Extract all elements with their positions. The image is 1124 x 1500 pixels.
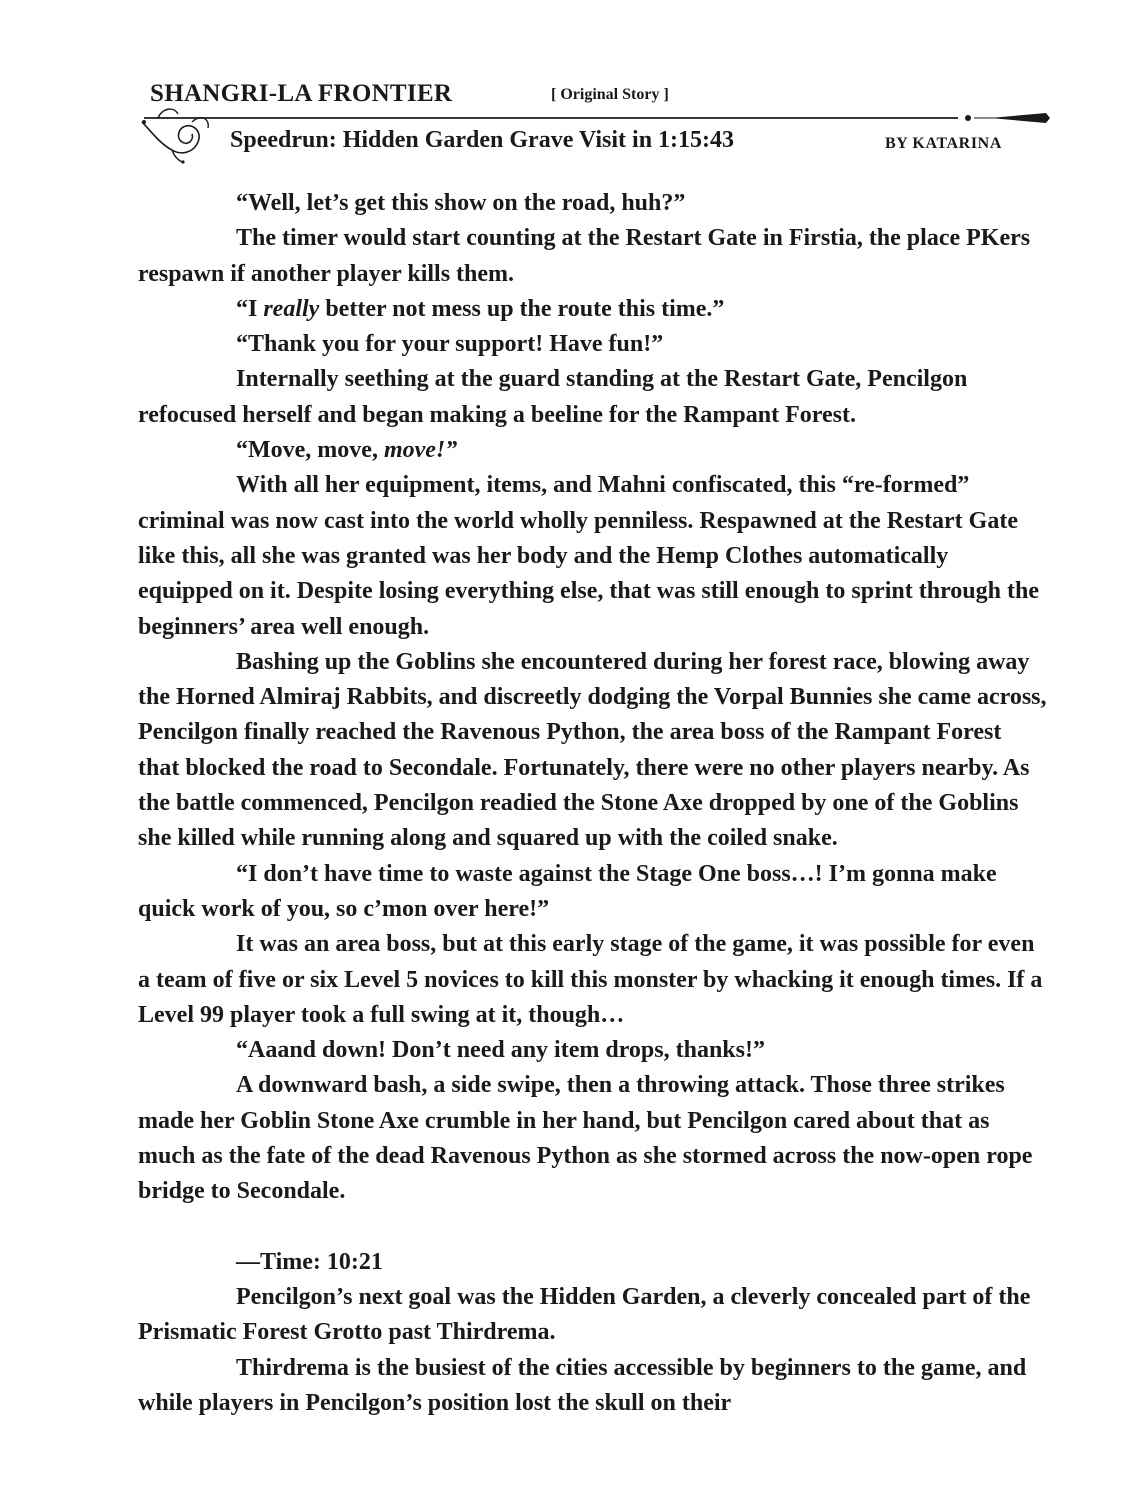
emphasis: really [263, 295, 320, 322]
paragraph: A downward bash, a side swipe, then a throwing attack. Those three strikes made her Goblin Stone Axe crumble in her hand, but Pencilgon cared about that as much as the fate of the dead Ravenous Python as she stormed across the now-open rope bridge to Secondale. [138, 1072, 1033, 1205]
story-body [138, 186, 1048, 1421]
paragraph: It was an area boss, but at this early stage of the game, it was possible for even a team of five or six Level 5 novices to kill this monster by whacking it enough times. If a Level 99 player took a full swing at it, though… [138, 931, 1043, 1028]
section-break [138, 1210, 1048, 1245]
paragraph: “Well, let’s get this show on the road, huh?” [236, 190, 686, 216]
paragraph: The timer would start counting at the Restart Gate in Firstia, the place PKers respawn if another player kills them. [138, 225, 1031, 287]
paragraph: Thirdrema is the busiest of the cities accessible by beginners to the game, and while players in Pencilgon’s position lost the skull on their [138, 1354, 1027, 1416]
paragraph: “Thank you for your support! Have fun!” [236, 331, 664, 358]
paragraph: Bashing up the Goblins she encountered during her forest race, blowing away the Horned Almiraj Rabbits, and discreetly dodging the Vorpal Bunnies she came across, Pencilgon finally reached the Ravenous Python, the area boss of the Rampant Forest that blocked the road to Secondale. Fortunately, there were no other players nearby. As the battle commenced, Pencilgon readied the Stone Axe dropped by one of the Goblins she killed while running along and squared up with the coiled snake. [138, 648, 1047, 852]
paragraph: “I don’t have time to waste against the Stage One boss…! I’m gonna make quick work of you, so c’mon over here!” [138, 860, 997, 922]
paragraph: “Move, move, move!” [236, 437, 458, 464]
chapter-title: Speedrun: Hidden Garden Grave Visit in 1:15:43 [230, 127, 735, 153]
story-tag: [ Original Story ] [551, 86, 669, 103]
paragraph: Pencilgon’s next goal was the Hidden Garden, a cleverly concealed part of the Prismatic Forest Grotto past Thirdrema. [138, 1283, 1031, 1346]
emphasis: move!” [383, 437, 458, 464]
paragraph: “I really better not mess up the route this time.” [236, 295, 725, 322]
series-title: SHANGRI-LA FRONTIER [150, 80, 453, 107]
paragraph: “Aaand down! Don’t need any item drops, thanks!” [236, 1037, 765, 1064]
author-byline: BY KATARINA [885, 135, 1002, 152]
paragraph: With all her equipment, items, and Mahni confiscated, this “re-formed” criminal was now cast into the world wholly penniless. Respawned at the Restart Gate like this, all she was granted was her body and the Hemp Clothes automatically equipped on it. Despite losing everything else, that was still enough to sprint through the beginners’ area well enough. [138, 472, 1039, 640]
timestamp-line: —Time: 10:21 [236, 1248, 383, 1275]
paragraph: Internally seething at the guard standing at the Restart Gate, Pencilgon refocused herself and began making a beeline for the Rampant Forest. [138, 366, 968, 428]
